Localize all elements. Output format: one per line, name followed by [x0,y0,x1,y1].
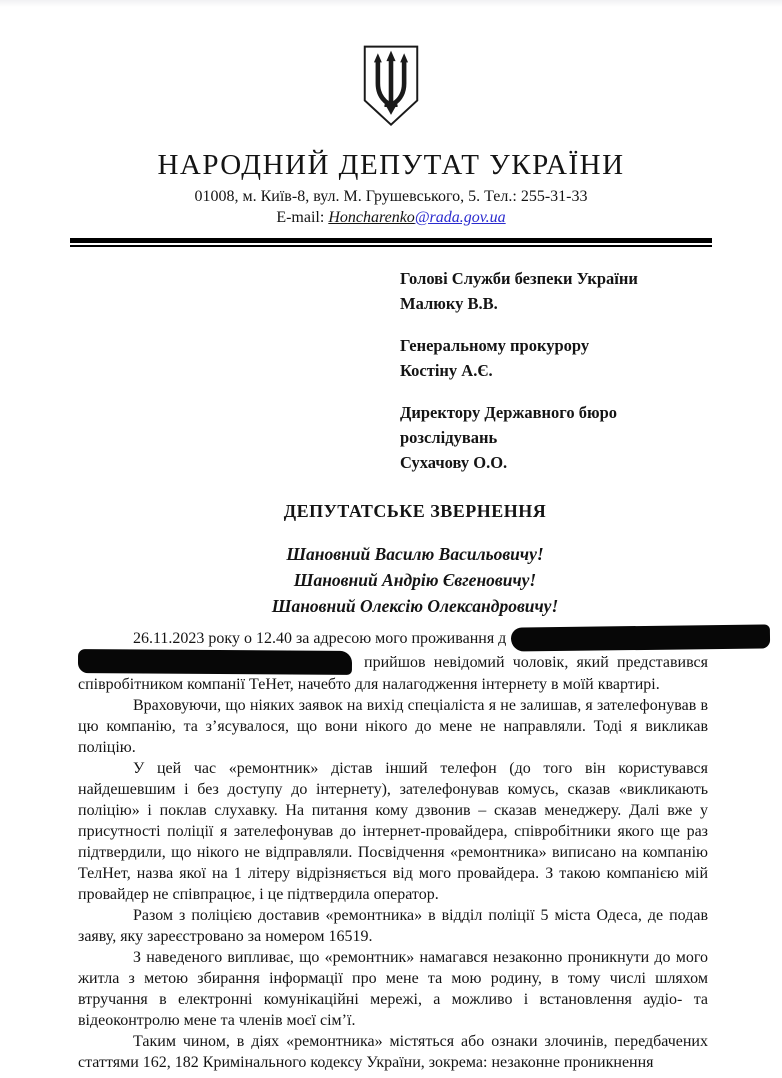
email-label: E-mail: [276,209,329,226]
letterhead-email-line [70,209,712,227]
addressee-line: розслідувань [400,428,498,447]
addressee-line: Костіну А.Є. [400,361,493,380]
paragraph-1-line-3: співробітником компанії ТеНет, начебто для налагодження інтернету в моїй квартирі. [78,676,660,693]
letterhead-title: НАРОДНИЙ ДЕПУТАТ УКРАЇНИ [157,149,625,181]
addressee-line: Сухачову О.О. [400,453,508,472]
scan-edge-shading [0,0,782,7]
paragraph-3: У цей час «ремонтник» дістав інший телефон (до того він користувався найдешевшим і без доступу до інтернету), зателефонував комусь, сказав «викликають поліцію» і поклав слухавку. На питання кому дзвонив – сказав менеджеру. Далі вже у присутності поліції я зателефонував до інтернет-провайдера, співробітники якого ще раз підтвердили, що нікого не відправляли. Посвідчення «ремонтника» виписано на компанію ТелНет, назва якої на 1 літеру відрізняється від мого провайдера. З такою компанією мій провайдер не співпрацює, і це підтвердила оператор. [78,760,708,903]
salutation-line: Шановний Олексію Олександровичу! [271,596,559,616]
addressee-dbr [400,400,712,475]
letterhead-separator-rule [70,238,712,247]
letter-body [78,626,708,1073]
paragraph-2: Враховуючи, що ніяких заявок на вихід спеціаліста я не залишав, я зателефонував в цю компанію, та з’ясувалося, що вони нікого до мене не направляли. Тоді я викликав поліцію. [78,697,708,756]
paragraph-1 [78,626,708,695]
salutation-line: Шановний Андрію Євгеновичу! [293,570,537,590]
email-domain-link[interactable]: @rada.gov.ua [414,209,506,226]
ukraine-trident-emblem-icon [358,44,424,133]
addressee-line: Голові Служби безпеки України [400,269,638,288]
redaction-box-1 [511,624,770,651]
addressees-block [400,266,712,475]
email-link[interactable]: Honcharenko [328,209,415,226]
addressee-line: Генеральному прокурору [400,336,590,355]
document-title: ДЕПУТАТСЬКЕ ЗВЕРНЕННЯ [283,501,547,521]
addressee-sbu [400,266,712,316]
paragraph-6: Таким чином, в діях «ремонтника» містяться або ознаки злочинів, передбачених статтями 162, 182 Кримінального кодексу України, зокрема: незаконне проникнення [78,1033,708,1071]
salutation-line: Шановний Василю Васильовичу! [286,544,544,564]
paragraph-1-line-2 [78,650,708,674]
paragraph-4: Разом з поліцією доставив «ремонтника» в відділ поліції 5 міста Одеса, де подав заяву, яку зареєстровано за номером 16519. [78,907,708,945]
letterhead-address: 01008, м. Київ-8, вул. М. Грушевського, 5. Тел.: 255-31-33 [194,188,588,205]
addressee-line: Директору Державного бюро [400,403,618,422]
title-salutation-block [118,501,712,619]
emblem-wrap [70,0,712,133]
salutations [118,541,712,619]
rule-thin-line [70,245,712,247]
addressee-line: Малюку В.В. [400,294,498,313]
paragraph-1-line-1 [78,626,708,650]
addressee-prosecutor [400,333,712,383]
paragraph-1-text-after-redaction: прийшов невідомий чоловік, який представився [364,653,708,671]
paragraph-5: З наведеного випливає, що «ремонтник» намагався незаконно проникнути до мого житла з метою збирання інформації про мене та мою родину, в тому числі шляхом втручання в електронні комунікаційні мережі, а можливо і встановлення аудіо- та відеоконтролю мене та членів моєї сім’ї. [78,949,708,1029]
redaction-box-2 [78,649,352,675]
paragraph-1-text-before-redaction: 26.11.2023 року о 12.40 за адресою мого проживання д [133,629,507,647]
rule-thick-line [70,238,712,243]
